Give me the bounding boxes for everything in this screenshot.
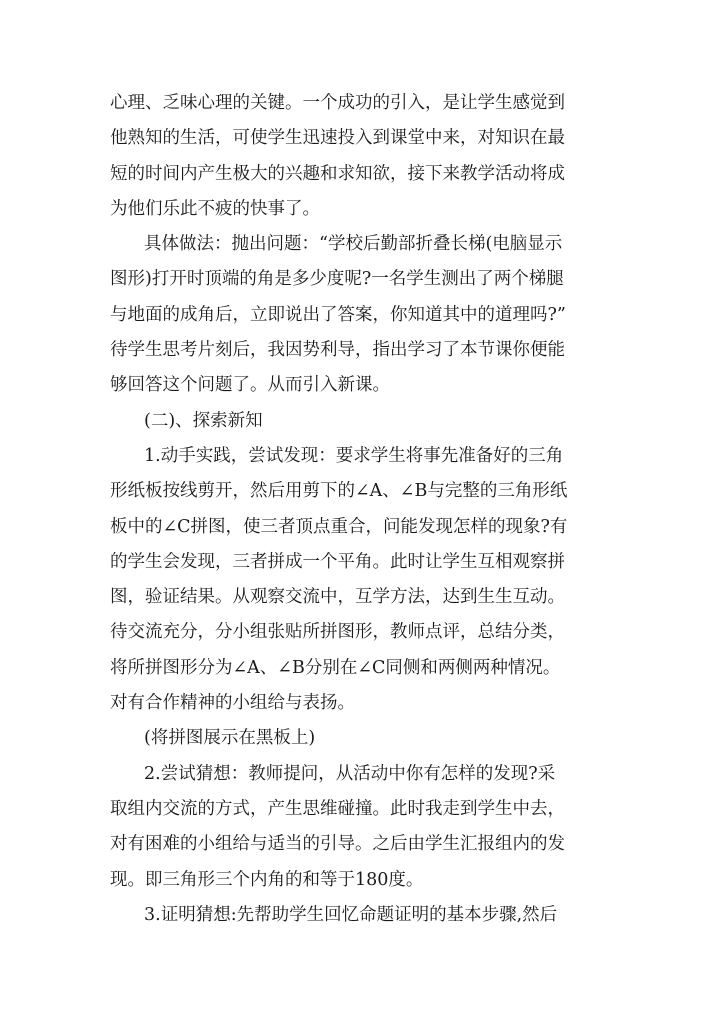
text-line: 待学生思考片刻后，我因势利导，指出学习了本节课你便能	[110, 340, 565, 361]
text-line: 对有合作精神的小组给与表扬。	[110, 693, 355, 714]
paragraph-start-line: (将拼图展示在黑板上)	[144, 728, 316, 749]
text-line: 为他们乐此不疲的快事了。	[110, 198, 320, 219]
paragraph-start-line: 具体做法：抛出问题：“学校后勤部折叠长梯(电脑显示	[144, 234, 563, 255]
text-line: 对有困难的小组给与适当的引导。之后由学生汇报组内的发	[110, 834, 565, 855]
text-line: 形纸板按线剪开，然后用剪下的∠A、∠B与完整的三角形纸	[110, 481, 568, 502]
body-text	[110, 86, 626, 933]
text-line: 的学生会发现，三者拼成一个平角。此时让学生互相观察拼	[110, 551, 565, 572]
text-line: 够回答这个问题了。从而引入新课。	[110, 375, 390, 396]
text-line: 现。即三角形三个内角的和等于180度。	[110, 869, 424, 890]
text-line: 他熟知的生活，可使学生迅速投入到课堂中来，对知识在最	[110, 128, 565, 149]
text-line: 取组内交流的方式，产生思维碰撞。此时我走到学生中去，	[110, 798, 565, 819]
text-line: 待交流充分，分小组张贴所拼图形，教师点评，总结分类，	[110, 622, 565, 643]
text-line: 与地面的成角后，立即说出了答案，你知道其中的道理吗?”	[110, 304, 566, 325]
text-line: 板中的∠C拼图，使三者顶点重合，问能发现怎样的现象?有	[110, 516, 568, 537]
paragraph-start-line: 2.尝试猜想：教师提问，从活动中你有怎样的发现?采	[144, 763, 556, 784]
section-heading: (二)、探索新知	[144, 410, 263, 431]
text-line: 图，验证结果。从观察交流中，互学方法，达到生生互动。	[110, 587, 565, 608]
text-line: 短的时间内产生极大的兴趣和求知欲，接下来教学活动将成	[110, 163, 565, 184]
paragraph-start-line: 1.动手实践，尝试发现：要求学生将事先准备好的三角	[144, 445, 564, 466]
paragraph-start-line: 3.证明猜想:先帮助学生回忆命题证明的基本步骤,然后	[144, 904, 558, 925]
text-line: 图形)打开时顶端的角是多少度呢?一名学生测出了两个梯腿	[110, 269, 564, 290]
text-line: 心理、乏味心理的关键。一个成功的引入，是让学生感觉到	[110, 93, 565, 113]
text-line: 将所拼图形分为∠A、∠B分别在∠C同侧和两侧两种情况。	[110, 657, 561, 678]
